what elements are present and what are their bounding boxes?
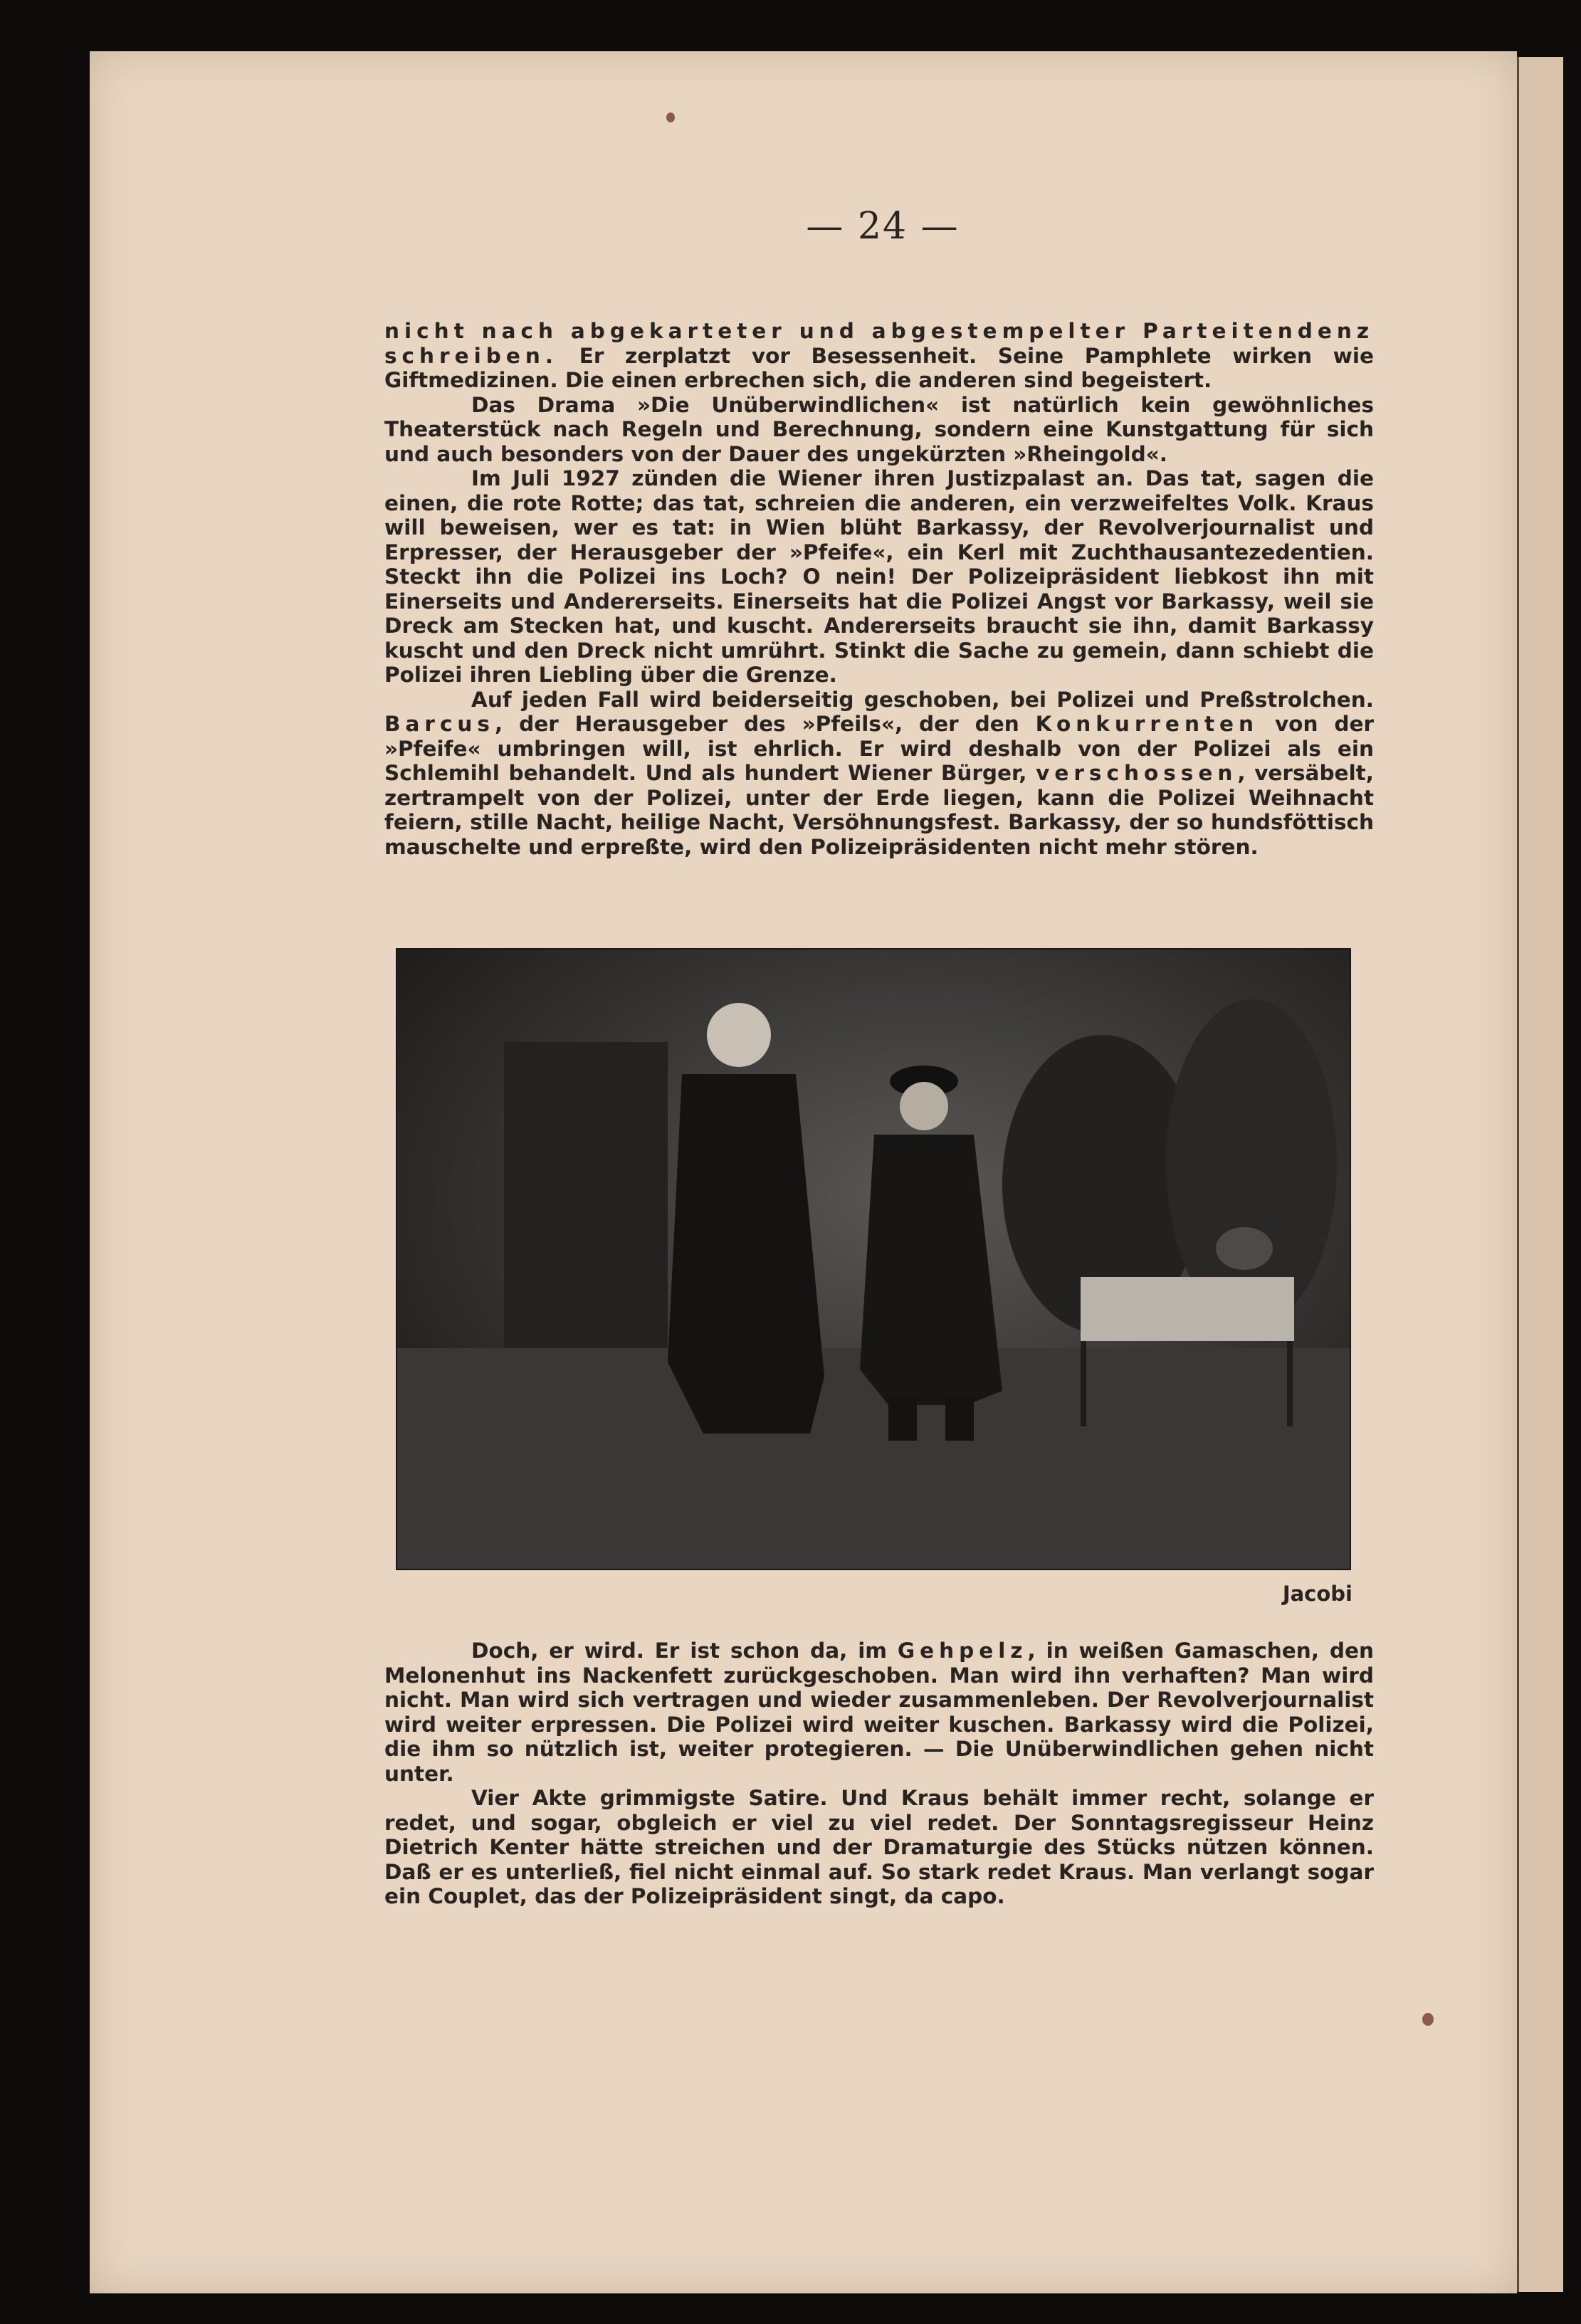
body-text-upper [384, 319, 1374, 859]
stage-photograph [396, 948, 1351, 1570]
stage-photo-illustration [397, 950, 1350, 1569]
paragraph: Auf jeden Fall wird beiderseitig geschoben, bei Polizei und Preßstrolchen. Barcus, der Herausgeber des »Pfeils«, der den Konkurrenten von der »Pfeife« umbringen will, ist ehrlich. Er wird deshalb von der Polizei als ein Schlemihl behandelt. Und als hundert Wiener Bürger, verschossen, versäbelt, zertrampelt von der Polizei, unter der Erde liegen, kann die Polizei Weihnacht feiern, stille Nacht, heilige Nacht, Versöhnungsfest. Barkassy, der so hundsföttisch mauschelte und erpreßte, wird den Polizeipräsidenten nicht mehr stören. [384, 687, 1374, 859]
paragraph: nicht nach abgekarteter und abgestempelter Parteitendenz schreiben. Er zerplatzt vor Besessenheit. Seine Pamphlete wirken wie Giftmedizinen. Die einen erbrechen sich, die anderen sind begeistert. [384, 319, 1374, 392]
table-cloth [1081, 1277, 1294, 1341]
emphasized-text: Konkurrenten [1035, 712, 1259, 736]
table-bowl [1216, 1227, 1273, 1270]
emphasized-text: Gehpelz [897, 1639, 1028, 1663]
figure-head-right [900, 1082, 948, 1130]
emphasized-text: verschossen [1036, 761, 1238, 785]
paper-spot [666, 112, 675, 122]
paper-spot [1422, 2013, 1434, 2026]
paragraph: Vier Akte grimmigste Satire. Und Kraus behält immer recht, solange er redet, und sogar, obgleich er viel zu viel redet. Der Sonntagsregisseur Heinz Dietrich Kenter hätte streichen und der Dramaturgie des Stücks nützen können. Daß er es unterließ, fiel nicht einmal auf. So stark redet Kraus. Man verlangt sogar ein Couplet, das der Polizeipräsident singt, da capo. [384, 1786, 1374, 1908]
facing-page-edge [1517, 57, 1563, 2292]
body-text-lower [384, 1639, 1374, 1909]
page-number: — 24 — [806, 205, 960, 248]
paragraph: Doch, er wird. Er ist schon da, im Gehpelz, in weißen Gamaschen, den Melonenhut ins Nackenfett zurückgeschoben. Man wird ihn verhaften? Man wird nicht. Man wird sich vertragen und wieder zusammenleben. Der Revolverjournalist wird weiter erpressen. Die Polizei wird weiter kuschen. Barkassy wird die Polizei, die ihm so nützlich ist, weiter protegieren. — Die Unüberwindlichen gehen nicht unter. [384, 1639, 1374, 1786]
paragraph: Das Drama »Die Unüberwindlichen« ist natürlich kein gewöhnliches Theaterstück nach Regeln und Berechnung, sondern eine Kunstgattung für sich und auch besonders von der Dauer des ungekürzten »Rheingold«. [384, 392, 1374, 466]
figure-left [668, 1074, 824, 1434]
emphasized-text: Barcus [384, 712, 495, 736]
photo-caption: Jacobi [1282, 1582, 1352, 1606]
figure-head-left [707, 1003, 771, 1067]
emphasized-text: nicht nach abgekarteter und abgestempelter Parteitendenz schreiben. [384, 319, 1374, 368]
paragraph: Im Juli 1927 zünden die Wiener ihren Justizpalast an. Das tat, sagen die einen, die rote Rotte; das tat, schreien die anderen, ein verzweifeltes Volk. Kraus will beweisen, wer es tat: in Wien blüht Barkassy, der Revolverjournalist und Erpresser, der Herausgeber der »Pfeife«, ein Kerl mit Zuchthausantezedentien. Steckt ihn die Polizei ins Loch? O nein! Der Polizeipräsident liebkost ihn mit Einerseits und Andererseits. Einerseits hat die Polizei Angst vor Barkassy, weil sie Dreck am Stecken hat, und kuscht. Andererseits braucht sie ihn, damit Barkassy kuscht und den Dreck nicht umrührt. Stinkt die Sache zu gemein, dann schiebt die Polizei ihren Liebling über die Grenze. [384, 466, 1374, 687]
